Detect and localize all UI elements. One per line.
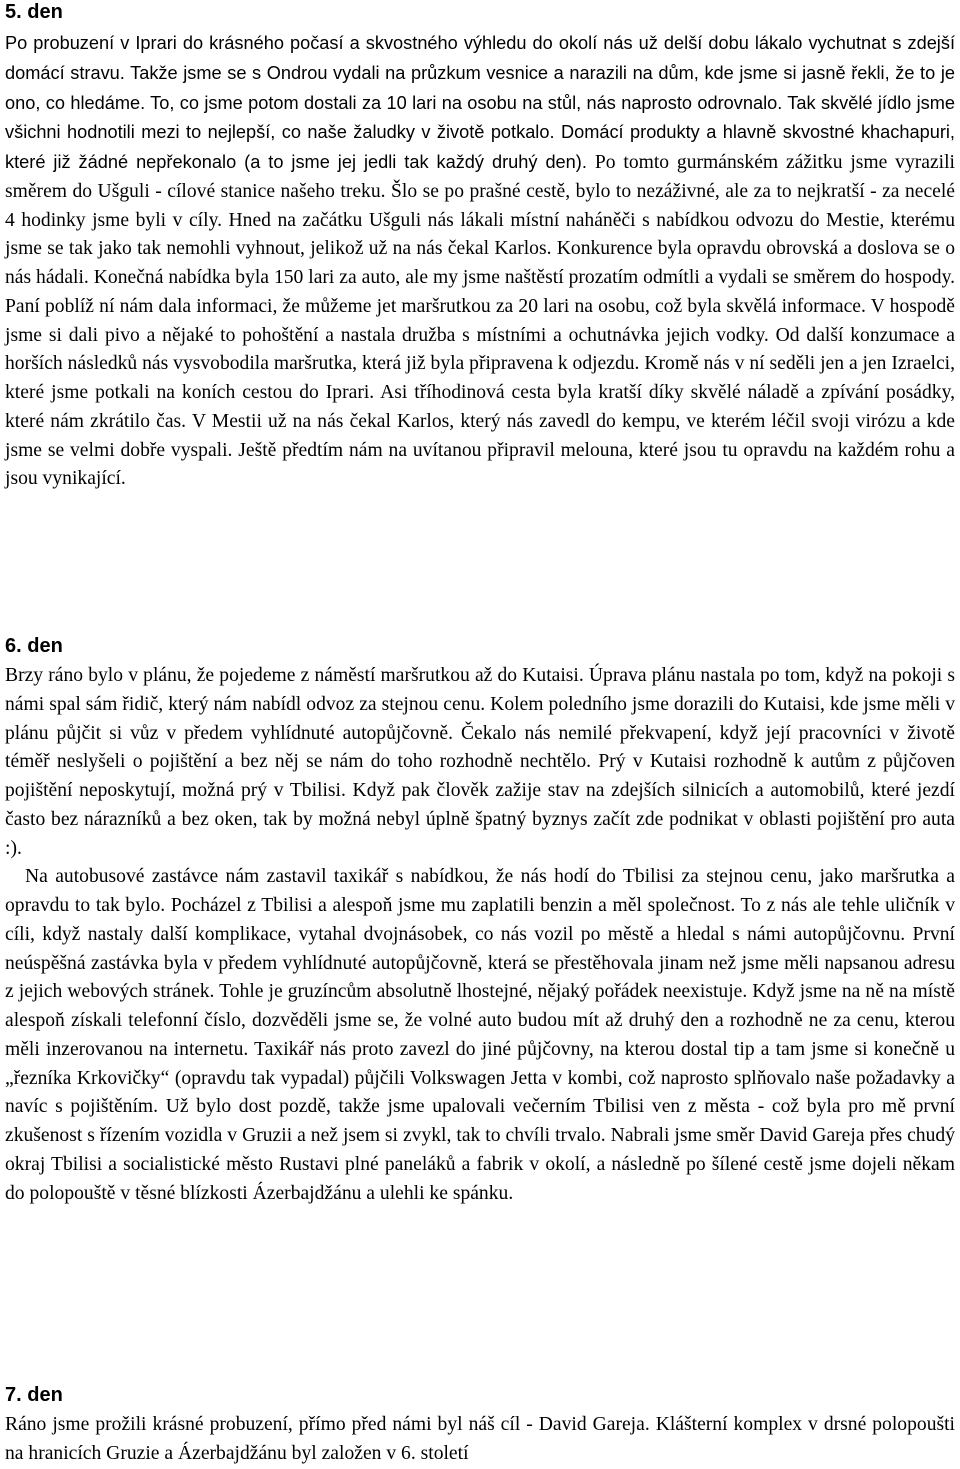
paragraph <box>5 1411 955 1469</box>
section-day-5 <box>5 0 955 494</box>
paragraph-text-run: Po probuzení v Iprari do krásného počasí a skvostného výhledu do okolí nás už delší dobu lákalo vychutnat s zdejší domácí stravu. Takže jsme se s Ondrou vydali na průzkum vesnice a narazili na dům, kde jsme si jasně řekli, že to je ono, co hledáme. To, co jsme potom dostali za 10 lari na osobu na stůl, nás naprosto odrovnalo. Tak skvělé jídlo jsme všichni hodnotili mezi to nejlepší, co naše žaludky v životě potkalo. Domácí produkty a hlavně skvostné khachapuri, které již žádné nepřekonalo (a to jsme jej jedli tak každý druhý den). <box>5 33 955 172</box>
section-heading: 6. den <box>5 635 63 657</box>
section-heading: 7. den <box>5 1384 63 1406</box>
paragraph-text-run: Na autobusové zastávce nám zastavil taxikář s nabídkou, že nás hodí do Tbilisi za stejnou cenu, jako maršrutka a opravdu to tak bylo. Pocházel z Tbilisi a alespoň jsme mu zaplatili benzin a měl společnost. To z nás ale tehle uličník v cíli, když nastaly další komplikace, vytahal dvojnásobek, co nás vozil po městě a hledal s námi autopůjčovnu. První neúspěšná zastávka byla v předem vyhlídnuté autopůjčovně, která se přestěhovala jinam než jsme měli napsanou adresu z jejich webových stránek. Tohle je gruzíncům absolutně lhostejné, nějaký pořádek neexistuje. Když jsme na ně na místě alespoň získali telefonní číslo, dozvěděli jsme se, že volné auto budou mít až druhý den a rozhodně ne za cenu, kterou měli inzerovanou na internetu. Taxikář nás proto zavezl do jiné půjčovny, na kterou dostal tip a tam jsme si konečně u „řezníka Krkovičky“ (opravdu tak vypadal) půjčili Volkswagen Jetta v kombi, což naprosto splňovalo naše požadavky a navíc s pojištěním. Už bylo dost pozdě, takže jsme upalovali večerním Tbilisi ven z města - což byla pro mě první zkušenost s řízením vozidla v Gruzii a než jsem si zvykl, tak to chvíli trvalo. Nabrali jsme směr David Gareja přes chudý okraj Tbilisi a socialistické město Rustavi plné paneláků a fabrik v okolí, a následně po šílené cestě jsme dojeli někam do polopouště v těsné blízkosti Ázerbajdžánu a ulehli ke spánku. <box>5 866 955 1204</box>
paragraph-text-run: Ráno jsme prožili krásné probuzení, přímo před námi byl náš cíl - David Gareja. Klášterní komplex v drsné polopoušti na hranicích Gruzie a Ázerbajdžánu byl založen v 6. století <box>5 1414 955 1464</box>
section-heading: 5. den <box>5 1 63 23</box>
paragraph <box>5 662 955 863</box>
paragraph-text-run: Po tomto gurmánském zážitku jsme vyrazili směrem do Ušguli - cílové stanice našeho treku. Šlo se po prašné cestě, bylo to nezáživné, ale za to nejkratší - za necelé 4 hodinky jsme byli v cíly. Hned na začátku Ušguli nás lákali místní naháněči s nabídkou odvozu do Mestie, kterému jsme se tak jako tak nemohli vyhnout, jelikož už na nás čekal Karlos. Konkurence byla opravdu obrovská a doslova se o nás hádali. Konečná nabídka byla 150 lari za auto, ale my jsme naštěstí prozatím odmítli a vydali se směrem do hospody. Paní poblíž ní nám dala informaci, že můžeme jet maršrutkou za 20 lari na osobu, což byla skvělá informace. V hospodě jsme si dali pivo a nějaké to pohoštění a nastala družba s místními a ochutnávka jejich vodky. Od další konzumace a horších následků nás vysvobodila maršrutka, která již byla připravena k odjezdu. Kromě nás v ní seděli jen a jen Izraelci, které jsme potkali na koních cestou do Iprari. Asi tříhodinová cesta byla kratší díky skvělé náladě a zpívání posádky, které nám zkrátilo čas. V Mestii už na nás čekal Karlos, který nás zavedl do kempu, ve kterém léčil svoji virózu a kde jsme se velmi dobře vyspali. Ještě předtím nám na uvítanou připravil melouna, které jsou tu opravdu na každém rohu a jsou vynikající. <box>5 152 955 490</box>
paragraph <box>5 29 955 494</box>
section-day-6 <box>5 634 955 1208</box>
section-day-7 <box>5 1383 955 1469</box>
paragraph <box>5 863 955 1208</box>
paragraph-text-run: Brzy ráno bylo v plánu, že pojedeme z náměstí maršrutkou až do Kutaisi. Úprava plánu nastala po tom, když na pokoji s námi spal sám řidič, který nám nabídl odvoz za stejnou cenu. Kolem poledního jsme dorazili do Kutaisi, kde jsme měli v plánu půjčit si vůz v předem vyhlídnuté autopůjčovně. Čekalo nás nemilé překvapení, když její pracovníci v životě téměř neslyšeli o pojištění a bez něj se nám do toho rozhodně nechtělo. Prý v Kutaisi rozhodně k autům z půjčoven pojištění neposkytují, možná prý v Tbilisi. Když pak člověk zažije stav na zdejších silnicích a automobilů, které jezdí často bez nárazníků a bez oken, tak by možná nebyl úplně špatný byznys začít zde podnikat v oblasti pojištění pro auta :). <box>5 665 955 859</box>
